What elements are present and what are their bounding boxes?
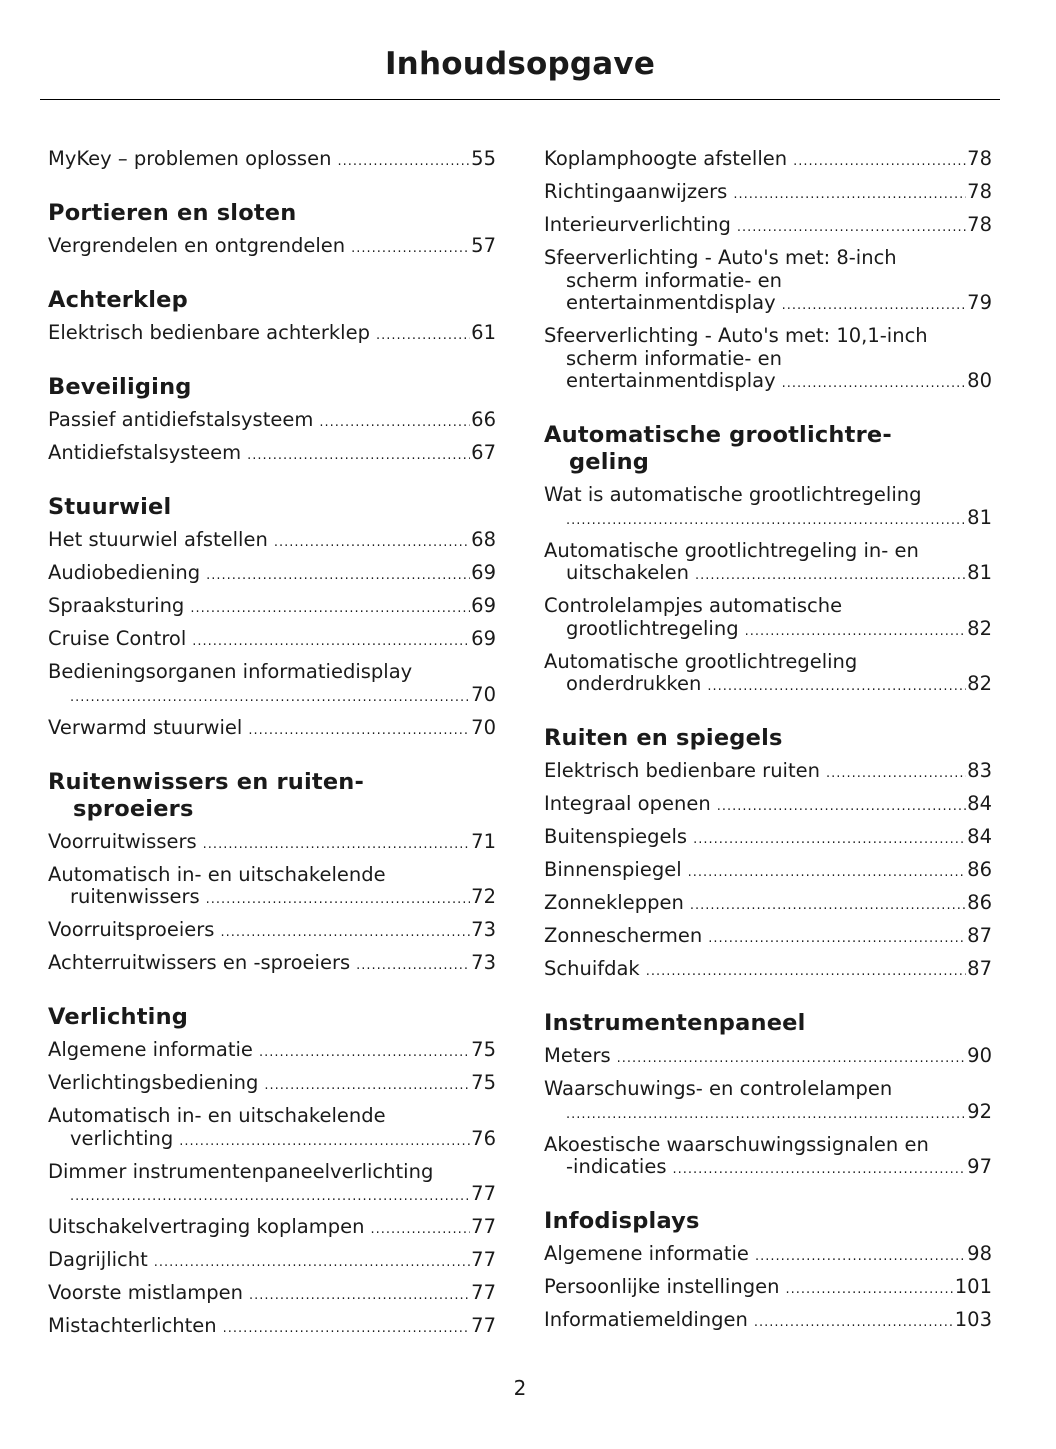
dot-leader — [376, 325, 470, 348]
dot-leader — [259, 1042, 470, 1065]
toc-entry[interactable] — [48, 1213, 496, 1246]
toc-entry-label: Akoestische waarschuwingssignalen en — [544, 1132, 929, 1156]
toc-entry-label: Algemene informatie — [544, 1242, 749, 1265]
section-heading-line: Automatische grootlichtre- — [544, 422, 892, 448]
toc-entry-label: Passief antidiefstalsysteem — [48, 408, 314, 431]
toc-entry-label: Persoonlijke instellingen — [544, 1275, 780, 1298]
toc-page-number: 77 — [471, 1281, 496, 1304]
toc-entry[interactable] — [544, 322, 992, 400]
toc-entry-label: Richtingaanwijzers — [544, 180, 728, 203]
toc-section-stuurwiel — [48, 494, 496, 747]
toc-page-number: 77 — [471, 1182, 496, 1205]
dot-leader — [566, 1104, 966, 1127]
toc-entry[interactable] — [544, 537, 992, 593]
toc-entry[interactable] — [48, 1279, 496, 1312]
dot-leader — [782, 295, 967, 318]
toc-entry[interactable] — [48, 232, 496, 265]
toc-entry[interactable] — [48, 1069, 496, 1102]
toc-page-number: 87 — [967, 924, 992, 947]
toc-page-number: 77 — [471, 1215, 496, 1238]
toc-entry[interactable] — [544, 178, 992, 211]
toc-entry[interactable] — [544, 790, 992, 823]
toc-left-column — [48, 145, 496, 1345]
section-heading: Achterklep — [48, 287, 188, 313]
toc-entry-label: Cruise Control — [48, 627, 187, 650]
section-heading — [544, 422, 992, 476]
toc-entry[interactable] — [48, 1036, 496, 1069]
toc-page-number: 98 — [967, 1242, 992, 1265]
dot-leader — [693, 829, 966, 852]
toc-entry[interactable] — [48, 916, 496, 949]
toc-section-ruiten-en-spiegels — [544, 725, 992, 988]
toc-page-number: 84 — [967, 825, 992, 848]
dot-leader — [617, 1048, 967, 1071]
toc-entry-label: Vergrendelen en ontgrendelen — [48, 234, 346, 257]
toc-entry-label: Wat is automatische grootlichtregeling — [544, 483, 922, 506]
toc-entry[interactable] — [48, 714, 496, 747]
toc-entry-label: Het stuurwiel afstellen — [48, 528, 268, 551]
toc-entry[interactable] — [544, 244, 992, 322]
section-heading: Stuurwiel — [48, 494, 172, 520]
dot-leader — [248, 720, 470, 743]
toc-section-beveiliging — [48, 374, 496, 472]
toc-page-number: 82 — [967, 672, 992, 695]
toc-section-portieren-en-sloten — [48, 200, 496, 265]
toc-entry[interactable] — [48, 559, 496, 592]
toc-entry[interactable] — [48, 1102, 496, 1158]
toc-entry-label: Voorruitwissers — [48, 829, 197, 853]
toc-entry[interactable] — [544, 757, 992, 790]
toc-page-number: 71 — [471, 829, 496, 853]
toc-entry[interactable] — [544, 1306, 992, 1339]
toc-entry[interactable] — [544, 481, 992, 537]
toc-entry-label: Controlelampjes automatische — [544, 594, 843, 617]
toc-page-number: 90 — [967, 1044, 992, 1067]
toc-page-number: 86 — [967, 858, 992, 881]
section-heading-line: Ruitenwissers en ruiten- — [48, 768, 365, 795]
toc-entry[interactable] — [48, 592, 496, 625]
toc-page-number: 92 — [967, 1099, 992, 1123]
toc-entry-label: Verlichtingsbediening — [48, 1071, 259, 1094]
toc-entry-label: entertainmentdisplay — [566, 291, 776, 314]
toc-entry-label: Zonnekleppen — [544, 891, 684, 914]
toc-page-number: 101 — [954, 1275, 992, 1298]
dot-leader — [688, 862, 967, 885]
toc-entry[interactable] — [544, 955, 992, 988]
toc-section — [48, 145, 496, 178]
toc-section — [544, 145, 992, 400]
toc-page-number: 77 — [471, 1248, 496, 1271]
toc-entry-label: Automatisch in- en uitschakelende — [48, 862, 386, 886]
toc-page-number: 73 — [471, 918, 496, 941]
toc-entry-label: entertainmentdisplay — [566, 369, 776, 392]
toc-entry-label: ruitenwissers — [70, 885, 200, 908]
toc-entry-label: Elektrisch bedienbare ruiten — [544, 759, 820, 782]
toc-page-number: 69 — [471, 561, 496, 584]
toc-entry-label: Audiobediening — [48, 561, 201, 584]
dot-leader — [206, 565, 470, 588]
toc-entry-label: verlichting — [70, 1126, 174, 1150]
toc-entry-label: -indicaties — [566, 1155, 667, 1178]
toc-entry-label: Sfeerverlichting - Auto's met: 8-inch — [544, 246, 897, 269]
toc-page-number: 66 — [471, 408, 496, 431]
dot-leader — [717, 796, 966, 819]
toc-entry-label: Mistachterlichten — [48, 1314, 217, 1337]
dot-leader — [203, 834, 471, 857]
toc-entry[interactable] — [48, 145, 496, 178]
toc-section-instrumentenpaneel — [544, 1010, 992, 1186]
toc-entry[interactable] — [48, 526, 496, 559]
toc-section-infodisplays — [544, 1208, 992, 1339]
toc-entry[interactable] — [48, 439, 496, 472]
toc-entry[interactable] — [544, 1240, 992, 1273]
dot-leader — [154, 1252, 470, 1275]
toc-entry[interactable] — [48, 1312, 496, 1345]
dot-leader — [737, 217, 966, 240]
toc-page-number: 81 — [967, 505, 992, 529]
section-heading: Verlichting — [48, 1004, 189, 1030]
toc-page-number: 86 — [967, 891, 992, 914]
toc-page-number: 81 — [967, 561, 992, 584]
toc-page-number: 75 — [471, 1071, 496, 1094]
toc-entry[interactable] — [544, 1075, 992, 1131]
dot-leader — [179, 1131, 470, 1154]
toc-entry[interactable] — [544, 889, 992, 922]
toc-entry[interactable] — [48, 1158, 496, 1214]
section-heading: Instrumentenpaneel — [544, 1010, 806, 1036]
toc-entry-label: Binnenspiegel — [544, 858, 682, 881]
dot-leader — [192, 631, 470, 654]
toc-entry[interactable] — [544, 592, 992, 648]
toc-page-number: 69 — [471, 594, 496, 617]
dot-leader — [755, 1246, 966, 1269]
title-divider — [40, 99, 1000, 100]
toc-page-number: 67 — [471, 441, 496, 464]
toc-entry[interactable] — [544, 1042, 992, 1075]
toc-entry-label: Sfeerverlichting - Auto's met: 10,1-inch — [544, 324, 928, 347]
toc-entry-label: Meters — [544, 1044, 611, 1067]
section-heading-line: sproeiers — [73, 795, 194, 822]
toc-entry[interactable] — [48, 319, 496, 352]
toc-page-number: 82 — [967, 616, 992, 640]
toc-entry-label: Dimmer instrumentenpaneelverlichting — [48, 1159, 434, 1183]
toc-entry-label: Interieurverlichting — [544, 213, 731, 236]
toc-entry-label: Bedieningsorganen informatiedisplay — [48, 660, 413, 683]
dot-leader — [695, 565, 966, 588]
dot-leader — [247, 445, 470, 468]
dot-leader — [206, 889, 471, 912]
toc-entry-label: Elektrisch bedienbare achterklep — [48, 321, 370, 344]
toc-entry-label: Automatische grootlichtregeling in- en — [544, 538, 919, 562]
toc-entry[interactable] — [48, 406, 496, 439]
toc-page-number: 76 — [471, 1126, 496, 1150]
toc-entry-label: Uitschakelvertraging koplampen — [48, 1215, 365, 1238]
toc-page-number: 70 — [471, 682, 496, 706]
toc-section-automatische-grootlichtre-geling — [544, 422, 992, 703]
toc-page-number: 75 — [471, 1038, 496, 1061]
toc-page-number: 70 — [471, 715, 496, 739]
dot-leader — [351, 238, 470, 261]
toc-entry[interactable] — [544, 211, 992, 244]
toc-entry-label: Buitenspiegels — [544, 825, 688, 848]
toc-page-number: 55 — [471, 147, 496, 170]
toc-entry-label: Algemene informatie — [48, 1038, 253, 1061]
toc-page-number: 57 — [471, 234, 496, 257]
dot-leader — [785, 1279, 953, 1302]
dot-leader — [826, 763, 966, 786]
toc-entry[interactable] — [48, 658, 496, 714]
dot-leader — [264, 1075, 470, 1098]
dot-leader — [782, 373, 967, 396]
dot-leader — [733, 184, 966, 207]
toc-entry-label: Verwarmd stuurwiel — [48, 715, 243, 739]
section-heading: Portieren en sloten — [48, 200, 297, 226]
dot-leader — [370, 1219, 470, 1242]
toc-entry-label: scherm informatie- en — [566, 268, 782, 292]
dot-leader — [249, 1285, 470, 1308]
dot-leader — [274, 532, 470, 555]
dot-leader — [793, 151, 966, 174]
toc-entry[interactable] — [48, 949, 496, 982]
toc-entry[interactable] — [544, 145, 992, 178]
toc-entry-label: onderdrukken — [566, 672, 702, 695]
dot-leader — [673, 1159, 967, 1182]
dot-leader — [707, 676, 966, 699]
toc-entry-label: Zonneschermen — [544, 924, 703, 947]
toc-entry[interactable] — [544, 922, 992, 955]
toc-page-number: 84 — [967, 792, 992, 815]
toc-page-number: 79 — [967, 291, 992, 314]
toc-page-number: 77 — [471, 1314, 496, 1337]
toc-entry-label: Dagrijlicht — [48, 1248, 148, 1271]
toc-entry-label: Voorste mistlampen — [48, 1281, 244, 1304]
toc-page-number: 69 — [471, 627, 496, 650]
toc-section-achterklep — [48, 287, 496, 352]
dot-leader — [566, 510, 966, 533]
toc-entry-label: Automatisch in- en uitschakelende — [48, 1104, 386, 1127]
toc-entry[interactable] — [48, 861, 496, 917]
toc-page-number: 78 — [967, 147, 992, 170]
toc-entry-label: Informatiemeldingen — [544, 1308, 748, 1331]
toc-entry-label: Spraaksturing — [48, 594, 185, 617]
dot-leader — [754, 1312, 954, 1335]
toc-entry[interactable] — [544, 648, 992, 704]
dot-leader — [745, 621, 967, 644]
toc-entry[interactable] — [544, 856, 992, 889]
section-heading-line: geling — [569, 449, 650, 475]
dot-leader — [70, 687, 470, 710]
toc-page-number: 61 — [471, 321, 496, 344]
toc-entry[interactable] — [48, 828, 496, 861]
toc-page-number: 80 — [967, 369, 992, 392]
toc-entry-label: MyKey – problemen oplossen — [48, 147, 332, 170]
toc-entry-label: Voorruitsproeiers — [48, 918, 215, 941]
toc-page-number: 87 — [967, 957, 992, 980]
dot-leader — [690, 895, 966, 918]
toc-entry-label: Achterruitwissers en -sproeiers — [48, 951, 351, 974]
section-heading — [48, 769, 496, 823]
toc-page-number: 72 — [471, 885, 496, 908]
dot-leader — [190, 598, 470, 621]
toc-section-verlichting — [48, 1004, 496, 1345]
toc-entry-label: Schuifdak — [544, 957, 640, 980]
toc-entry[interactable] — [544, 1131, 992, 1187]
toc-page-number: 68 — [471, 528, 496, 551]
toc-entry[interactable] — [544, 823, 992, 856]
toc-page-number: 83 — [967, 759, 992, 782]
page-title: Inhoudsopgave — [384, 46, 656, 82]
toc-right-column — [544, 145, 992, 1339]
toc-entry-label: grootlichtregeling — [566, 616, 739, 640]
toc-entry-label: Integraal openen — [544, 792, 711, 815]
toc-page-number: 78 — [967, 213, 992, 236]
dot-leader — [646, 961, 966, 984]
toc-entry-label: Waarschuwings- en controlelampen — [544, 1077, 893, 1100]
toc-page-number: 97 — [967, 1155, 992, 1178]
toc-entry[interactable] — [48, 625, 496, 658]
toc-entry-label: Automatische grootlichtregeling — [544, 649, 858, 673]
dot-leader — [356, 955, 470, 978]
page-number: 2 — [513, 1376, 527, 1400]
section-heading: Beveiliging — [48, 374, 192, 400]
toc-page-number: 78 — [967, 180, 992, 203]
dot-leader — [223, 1318, 471, 1341]
toc-entry-label: Koplamphoogte afstellen — [544, 147, 788, 170]
dot-leader — [708, 928, 966, 951]
section-heading: Infodisplays — [544, 1208, 700, 1234]
dot-leader — [220, 922, 470, 945]
toc-entry[interactable] — [48, 1246, 496, 1279]
toc-entry-label: Antidiefstalsysteem — [48, 441, 242, 464]
section-heading: Ruiten en spiegels — [544, 725, 783, 751]
toc-entry-label: scherm informatie- en — [566, 346, 782, 370]
dot-leader — [70, 1186, 470, 1209]
toc-page-number: 73 — [471, 951, 496, 974]
dot-leader — [337, 151, 470, 174]
toc-entry-label: uitschakelen — [566, 561, 689, 584]
toc-page-number: 103 — [954, 1308, 992, 1331]
dot-leader — [319, 412, 470, 435]
toc-entry[interactable] — [544, 1273, 992, 1306]
toc-section-ruitenwissers-en-ruiten-sproeiers — [48, 769, 496, 983]
